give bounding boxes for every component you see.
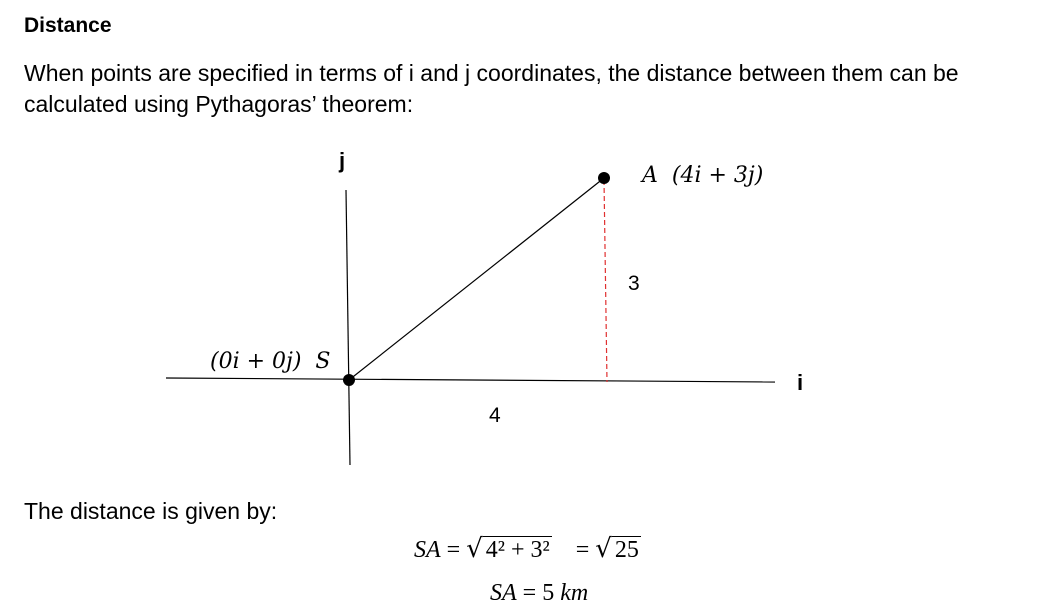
sqrt-icon: √ xyxy=(595,534,612,564)
distance-equation xyxy=(414,534,641,564)
intro-paragraph: When points are specified in terms of i and j coordinates, the distance between them can be calculated using Pythagoras’ theorem: xyxy=(24,60,959,117)
point-a-label: A (4i + 3j) xyxy=(642,163,764,188)
point-a-dot xyxy=(598,172,610,184)
sqrt-expression-1 xyxy=(466,534,552,564)
equation2-value: 5 xyxy=(542,580,555,606)
equation2-unit: km xyxy=(560,580,589,606)
equation2-lhs: SA xyxy=(490,580,517,606)
result-equation xyxy=(490,580,588,607)
equation2-equals: = xyxy=(522,580,537,606)
i-axis-label: i xyxy=(797,370,804,395)
equation1-equals-2: = xyxy=(575,537,590,563)
sqrt-expression-2 xyxy=(595,534,641,564)
page-title: Distance xyxy=(24,14,112,37)
sqrt-icon: √ xyxy=(466,534,483,564)
height-dashed-line xyxy=(604,180,607,382)
radicand-1: 4² + 3² xyxy=(483,536,552,564)
hypotenuse-line xyxy=(349,178,604,380)
radicand-2: 25 xyxy=(612,536,641,564)
horizontal-length-label: 4 xyxy=(489,404,501,427)
equation1-equals-1: = xyxy=(446,537,461,563)
equation1-lhs: SA xyxy=(414,537,441,563)
point-s-dot xyxy=(343,374,355,386)
given-by-text: The distance is given by: xyxy=(24,498,278,524)
j-axis-line xyxy=(346,190,350,465)
i-axis-line xyxy=(166,378,775,382)
j-axis-label: j xyxy=(339,148,346,173)
point-s-label: (0i + 0j) S xyxy=(210,349,331,374)
vertical-length-label: 3 xyxy=(628,272,640,295)
